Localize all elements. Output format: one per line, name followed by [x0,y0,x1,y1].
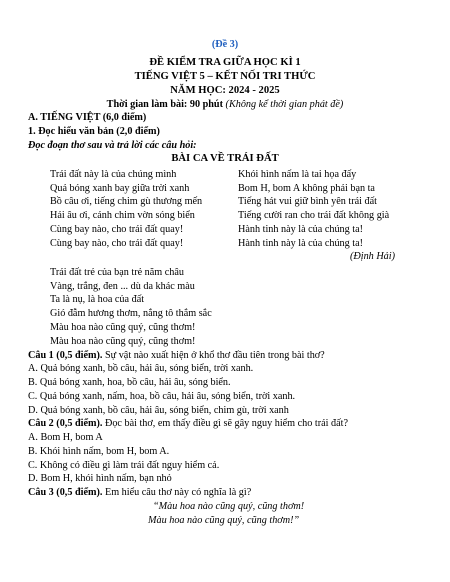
section-a-heading: A. TIẾNG VIỆT (6,0 điểm) [28,112,147,123]
time-label: Thời gian làm bài: 90 phút [106,99,223,110]
poem-line: Hành tinh này là của chúng ta! [238,238,364,249]
poem-line: Trái đất trẻ của bạn trẻ năm châu [50,267,184,278]
poem-line: Màu hoa nào cũng quý, cũng thơm! [50,322,196,333]
exam-year: NĂM HỌC: 2024 - 2025 [170,85,280,96]
question-2-label: Câu 2 (0,5 điểm). [28,418,103,429]
poem-line: Hành tinh này là của chúng ta! [238,224,364,235]
poem-line: Cùng bay nào, cho trái đất quay! [50,238,184,249]
question-2 [28,417,348,430]
exam-number: (Đề 3) [211,39,239,50]
reading-instruction: Đọc đoạn thơ sau và trả lời các câu hỏi: [28,140,197,151]
quote-line: Màu hoa nào cũng quý, cũng thơm!” [148,515,300,526]
answer-option: D. Bom H, khói hình nấm, bạn nhỏ [28,473,172,484]
answer-option: C. Quả bóng xanh, nấm, hoa, bồ câu, hải âu, sóng biển, trời xanh. [28,391,296,402]
question-3-label: Câu 3 (0,5 điểm). [28,487,103,498]
question-3-text: Em hiểu câu thơ này có nghĩa là gì? [102,487,252,498]
answer-option: B. Quả bóng xanh, hoa, bồ câu, hải âu, sóng biển. [28,377,231,388]
answer-option: A. Bom H, bom A [28,432,103,443]
poem-line: Tiếng cười ran cho trái đất không già [238,210,390,221]
answer-option: C. Không có điều gì làm trái đất nguy hiểm cả. [28,460,220,471]
question-1 [28,349,325,362]
poem-line: Quả bóng xanh bay giữa trời xanh [50,183,190,194]
answer-option: D. Quả bóng xanh, bồ câu, hải âu, sóng biển, chim gù, trời xanh [28,405,289,416]
exam-subject: TIẾNG VIỆT 5 – KẾT NỐI TRI THỨC [134,71,316,82]
time-note: (Không kể thời gian phát đề) [225,99,344,110]
poem-title: BÀI CA VỀ TRÁI ĐẤT [171,153,279,164]
question-1-text: Sự vật nào xuất hiện ở khổ thơ đầu tiên trong bài thơ? [102,350,325,361]
question-2-text: Đọc bài thơ, em thấy điều gì sẽ gây nguy hiểm cho trái đất? [102,418,348,429]
poem-line: Tiếng hát vui giữ bình yên trái đất [238,196,377,207]
part-1-heading: 1. Đọc hiểu văn bản (2,0 điểm) [28,126,160,137]
poem-line: Hải âu ơi, cánh chim vờn sóng biển [50,210,195,221]
question-3 [28,486,251,499]
poem-line: Bồ câu ơi, tiếng chim gù thương mến [50,196,203,207]
poem-line: Ta là nụ, là hoa của đất [50,294,145,305]
poem-line: Cùng bay nào, cho trái đất quay! [50,224,184,235]
poem-author: (Định Hải) [350,251,395,262]
quote-line: “Màu hoa nào cũng quý, cũng thơm! [153,501,305,512]
poem-line: Gió đẫm hương thơm, nắng tô thắm sắc [50,308,212,319]
answer-option: B. Khói hình nấm, bom H, bom A. [28,446,170,457]
poem-line: Khói hình nấm là tai họa đấy [238,169,357,180]
poem-line: Vàng, trắng, đen ... dù da khác màu [50,281,195,292]
answer-option: A. Quả bóng xanh, bồ câu, hải âu, sóng biển, trời xanh. [28,363,254,374]
poem-line: Bom H, bom A không phải bạn ta [238,183,375,194]
exam-title: ĐỀ KIỂM TRA GIỮA HỌC KÌ 1 [149,57,301,68]
exam-time [0,98,450,111]
question-1-label: Câu 1 (0,5 điểm). [28,350,103,361]
poem-line: Màu hoa nào cũng quý, cũng thơm! [50,336,196,347]
poem-line: Trái đất này là của chúng mình [50,169,177,180]
